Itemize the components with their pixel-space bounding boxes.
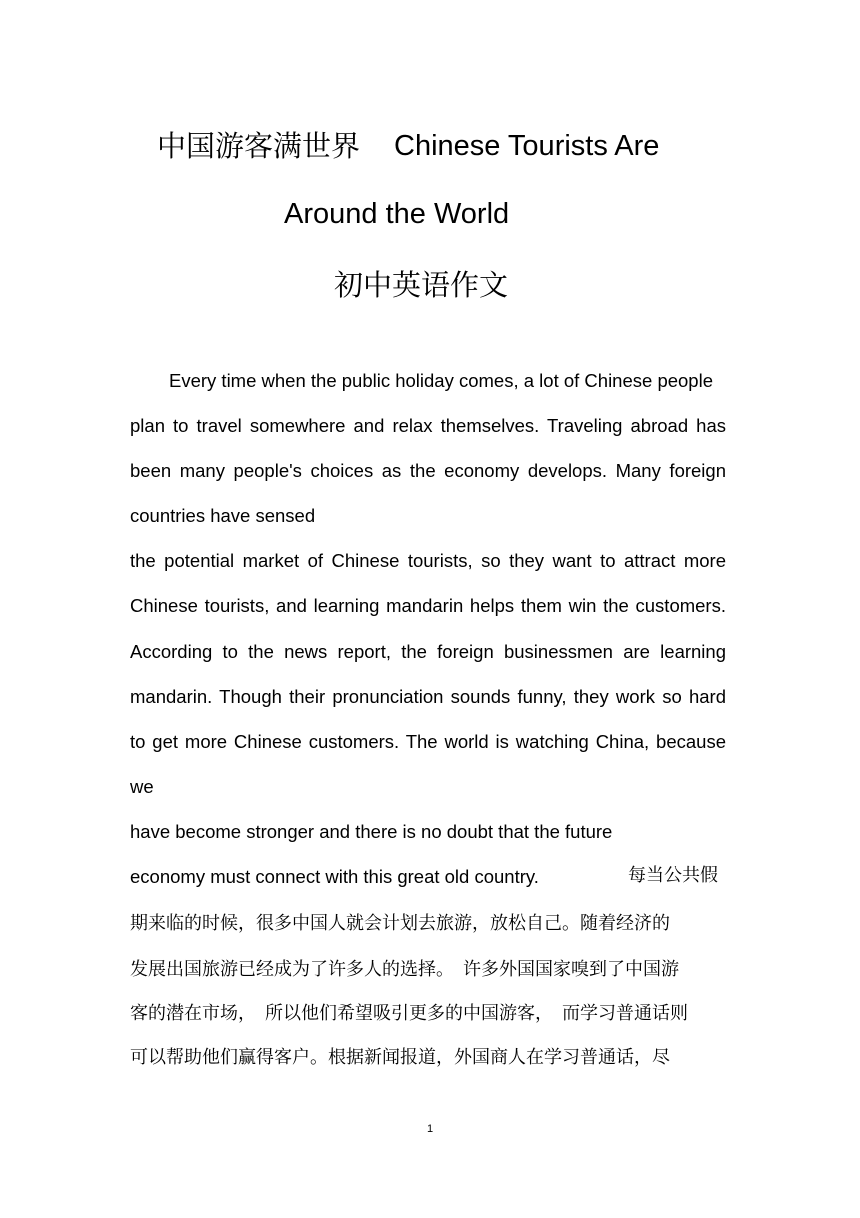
chinese-paragraph-line: 发展出国旅游已经成为了许多人的选择。 许多外国国家嗅到了中国游 <box>130 959 679 980</box>
subtitle-chinese: 初中英语作文 <box>334 268 509 302</box>
page-number: 1 <box>426 1123 434 1135</box>
chinese-paragraph-start: 每当公共假 <box>628 865 718 886</box>
chinese-paragraph-line: 可以帮助他们赢得客户。根据新闻报道，外国商人在学习普通话，尽 <box>130 1047 670 1068</box>
title-chinese: 中国游客满世界 <box>157 129 361 163</box>
title-english-part2: Around the World <box>284 198 510 230</box>
chinese-paragraph-line: 客的潜在市场， 所以他们希望吸引更多的中国游客， 而学习普通话则 <box>130 1003 688 1024</box>
paragraph-line: have become stronger and there is no doubt that the future <box>130 821 613 842</box>
chinese-paragraph-line: 期来临的时候，很多中国人就会计划去旅游，放松自己。随着经济的 <box>130 913 670 934</box>
paragraph-line: Every time when the public holiday comes, a lot of Chinese people <box>169 370 713 391</box>
paragraph-line: plan to travel somewhere and relax themselves. Traveling abroad has <box>130 415 726 436</box>
paragraph-line: the potential market of Chinese tourists, so they want to attract more <box>130 550 726 571</box>
paragraph-line: economy must connect with this great old country. <box>130 866 539 887</box>
paragraph-line: countries have sensed <box>130 505 316 526</box>
paragraph-line: been many people's choices as the economy develops. Many foreign <box>130 460 726 481</box>
title-english-part1: Chinese Tourists Are <box>394 130 660 162</box>
paragraph-line: to get more Chinese customers. The world is watching China, because <box>130 731 726 752</box>
paragraph-line: Chinese tourists, and learning mandarin helps them win the customers. <box>130 595 726 616</box>
paragraph-line: According to the news report, the foreign businessmen are learning <box>130 641 726 662</box>
paragraph-line: we <box>130 776 154 797</box>
paragraph-line: mandarin. Though their pronunciation sounds funny, they work so hard <box>130 686 726 707</box>
